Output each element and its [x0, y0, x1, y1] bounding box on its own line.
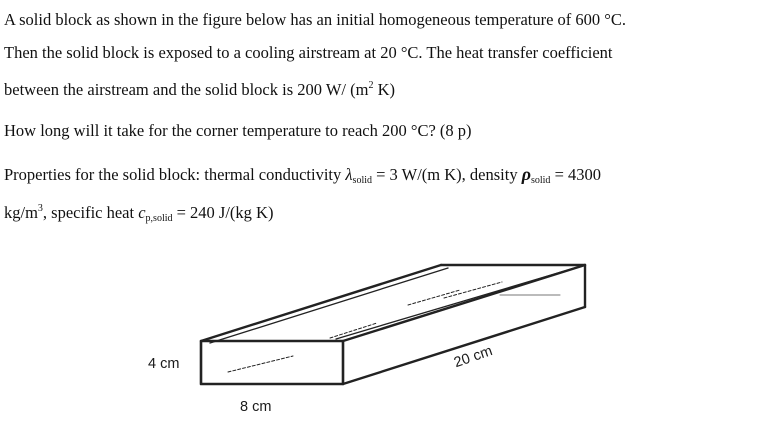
problem-text-3-sup: 2: [368, 80, 374, 91]
hidden-line-3: [408, 290, 460, 305]
problem-text-3a: between the airstream and the solid block is 200 W/ (m: [4, 80, 369, 99]
problem-text-3b: K): [373, 80, 395, 99]
problem-text-1: A solid block as shown in the figure below has an initial homogeneous temperature of 600 °C.: [4, 10, 627, 29]
question-text: How long will it take for the corner temperature to reach 200 °C? (8 p): [4, 121, 472, 140]
cp-symbol: c: [138, 203, 146, 222]
rho-subscript: solid: [530, 175, 551, 186]
hidden-line-2: [330, 323, 377, 338]
height-label: 4 cm: [148, 356, 180, 372]
properties-text-b: = 3 W/(m K), density: [372, 165, 522, 184]
hidden-line-1: [228, 356, 293, 372]
properties-text-c: = 4300: [550, 165, 601, 184]
cp-subscript: p,solid: [145, 213, 173, 224]
inner-wall-line-1: [210, 268, 448, 343]
problem-text-2: Then the solid block is exposed to a cooling airstream at 20 °C. The heat transfer coefficient: [4, 43, 613, 62]
block-bottom-right-edge: [343, 307, 585, 384]
lambda-symbol: λ: [345, 165, 353, 184]
width-label: 8 cm: [240, 399, 272, 415]
properties-text-2b: , specific heat: [42, 203, 139, 222]
properties-text-2a: kg/m: [4, 203, 38, 222]
lambda-subscript: solid: [352, 175, 372, 186]
rho-symbol: ρ: [521, 164, 531, 184]
depth-label: 20 cm: [452, 343, 495, 372]
properties-text-a: Properties for the solid block: thermal conductivity: [4, 165, 346, 184]
block-top-right-edge: [343, 265, 585, 341]
block-front-face: [201, 341, 343, 384]
block-top-back-edge: [201, 265, 441, 341]
properties-text-2c: = 240 J/(kg K): [172, 203, 274, 222]
inner-wall-line-2: [336, 267, 578, 339]
properties-text-2-sup: 3: [37, 203, 43, 214]
hidden-line-4: [444, 282, 502, 298]
